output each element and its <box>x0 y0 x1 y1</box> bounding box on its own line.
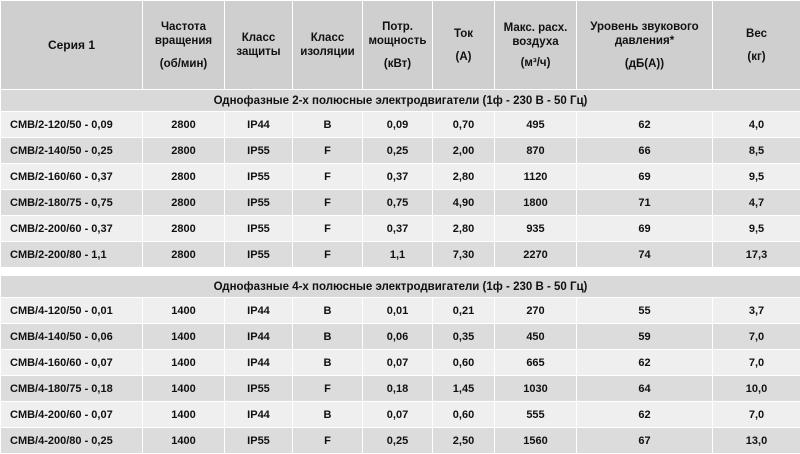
cell-airflow: 270 <box>495 298 577 324</box>
column-header-protection-class <box>225 1 293 90</box>
table-row <box>1 190 800 216</box>
column-header-airflow-unit: (м³/ч) <box>495 56 576 70</box>
cell-airflow: 450 <box>495 324 577 350</box>
cell-model: CMB/4-120/50 - 0,01 <box>1 298 143 324</box>
cell-power: 0,07 <box>363 402 433 428</box>
table-header-row <box>1 1 800 90</box>
cell-power: 0,01 <box>363 298 433 324</box>
cell-current: 1,45 <box>433 376 495 402</box>
cell-model: CMB/2-200/80 - 1,1 <box>1 242 143 268</box>
cell-sound-pressure: 74 <box>577 242 713 268</box>
column-header-rotation-speed-unit: (об/мин) <box>143 57 224 71</box>
cell-rotation-speed: 2800 <box>143 190 225 216</box>
column-header-current-unit: (А) <box>433 50 494 64</box>
cell-current: 2,00 <box>433 138 495 164</box>
table-row <box>1 402 800 428</box>
cell-model: CMB/4-200/80 - 0,25 <box>1 428 143 454</box>
section-spacer-cell <box>1 268 800 276</box>
section-title-row <box>1 276 800 298</box>
cell-power: 0,75 <box>363 190 433 216</box>
cell-sound-pressure: 64 <box>577 376 713 402</box>
column-header-weight-label: Вес <box>746 28 767 40</box>
cell-model: CMB/2-140/50 - 0,25 <box>1 138 143 164</box>
cell-current: 7,30 <box>433 242 495 268</box>
column-header-rotation-speed <box>143 1 225 90</box>
cell-rotation-speed: 1400 <box>143 298 225 324</box>
cell-insulation-class: F <box>293 428 363 454</box>
cell-power: 0,06 <box>363 324 433 350</box>
cell-protection-class: IP55 <box>225 428 293 454</box>
column-header-airflow <box>495 1 577 90</box>
cell-model: CMB/2-160/60 - 0,37 <box>1 164 143 190</box>
cell-model: CMB/4-140/50 - 0,06 <box>1 324 143 350</box>
cell-protection-class: IP55 <box>225 216 293 242</box>
cell-current: 4,90 <box>433 190 495 216</box>
cell-model: CMB/2-200/60 - 0,37 <box>1 216 143 242</box>
cell-airflow: 665 <box>495 350 577 376</box>
cell-power: 0,18 <box>363 376 433 402</box>
table-row <box>1 298 800 324</box>
cell-power: 1,1 <box>363 242 433 268</box>
cell-model: CMB/4-160/60 - 0,07 <box>1 350 143 376</box>
column-header-sound-pressure-unit: (дБ(А)) <box>577 57 712 71</box>
cell-current: 0,60 <box>433 350 495 376</box>
table-row <box>1 138 800 164</box>
cell-protection-class: IP44 <box>225 298 293 324</box>
cell-protection-class: IP44 <box>225 402 293 428</box>
cell-protection-class: IP44 <box>225 324 293 350</box>
cell-airflow: 495 <box>495 112 577 138</box>
cell-protection-class: IP44 <box>225 112 293 138</box>
column-header-sound-pressure <box>577 1 713 90</box>
cell-current: 0,70 <box>433 112 495 138</box>
cell-model: CMB/2-120/50 - 0,09 <box>1 112 143 138</box>
cell-weight: 7,0 <box>713 350 800 376</box>
cell-model: CMB/4-200/60 - 0,07 <box>1 402 143 428</box>
section-title-row <box>1 90 800 112</box>
cell-insulation-class: B <box>293 324 363 350</box>
table-row <box>1 376 800 402</box>
cell-insulation-class: F <box>293 376 363 402</box>
column-header-rotation-speed-label: Частота вращения <box>155 21 212 47</box>
cell-rotation-speed: 2800 <box>143 112 225 138</box>
column-header-weight-unit: (кг) <box>713 50 800 64</box>
cell-current: 2,80 <box>433 164 495 190</box>
column-header-power-label: Потр. мощность <box>369 21 427 47</box>
cell-weight: 9,5 <box>713 216 800 242</box>
cell-weight: 4,0 <box>713 112 800 138</box>
cell-sound-pressure: 66 <box>577 138 713 164</box>
cell-protection-class: IP55 <box>225 190 293 216</box>
cell-airflow: 935 <box>495 216 577 242</box>
cell-rotation-speed: 2800 <box>143 138 225 164</box>
column-header-power-unit: (кВт) <box>363 57 432 71</box>
cell-power: 0,25 <box>363 138 433 164</box>
cell-protection-class: IP44 <box>225 350 293 376</box>
cell-protection-class: IP55 <box>225 138 293 164</box>
column-header-protection-class-label: Класс защиты <box>236 32 280 58</box>
cell-weight: 7,0 <box>713 402 800 428</box>
cell-insulation-class: B <box>293 298 363 324</box>
cell-power: 0,07 <box>363 350 433 376</box>
cell-airflow: 2270 <box>495 242 577 268</box>
cell-airflow: 555 <box>495 402 577 428</box>
cell-sound-pressure: 67 <box>577 428 713 454</box>
cell-current: 0,35 <box>433 324 495 350</box>
cell-rotation-speed: 1400 <box>143 402 225 428</box>
table-row <box>1 112 800 138</box>
cell-sound-pressure: 62 <box>577 112 713 138</box>
cell-power: 0,37 <box>363 164 433 190</box>
cell-sound-pressure: 69 <box>577 164 713 190</box>
cell-insulation-class: F <box>293 216 363 242</box>
cell-current: 2,80 <box>433 216 495 242</box>
cell-weight: 17,3 <box>713 242 800 268</box>
column-header-series-label: Серия 1 <box>48 38 95 52</box>
cell-sound-pressure: 59 <box>577 324 713 350</box>
cell-sound-pressure: 69 <box>577 216 713 242</box>
cell-power: 0,25 <box>363 428 433 454</box>
cell-rotation-speed: 1400 <box>143 428 225 454</box>
cell-airflow: 1560 <box>495 428 577 454</box>
cell-weight: 4,7 <box>713 190 800 216</box>
cell-airflow: 870 <box>495 138 577 164</box>
cell-rotation-speed: 1400 <box>143 350 225 376</box>
table-row <box>1 350 800 376</box>
cell-insulation-class: F <box>293 242 363 268</box>
cell-protection-class: IP55 <box>225 376 293 402</box>
cell-model: CMB/2-180/75 - 0,75 <box>1 190 143 216</box>
cell-airflow: 1800 <box>495 190 577 216</box>
cell-rotation-speed: 1400 <box>143 324 225 350</box>
column-header-current <box>433 1 495 90</box>
cell-sound-pressure: 55 <box>577 298 713 324</box>
cell-weight: 9,5 <box>713 164 800 190</box>
cell-sound-pressure: 62 <box>577 350 713 376</box>
cell-current: 0,60 <box>433 402 495 428</box>
cell-weight: 7,0 <box>713 324 800 350</box>
table-row <box>1 216 800 242</box>
cell-rotation-speed: 1400 <box>143 376 225 402</box>
column-header-airflow-label: Макс. расх. воздуха <box>504 22 568 48</box>
table-row <box>1 164 800 190</box>
cell-model: CMB/4-180/75 - 0,18 <box>1 376 143 402</box>
cell-current: 0,21 <box>433 298 495 324</box>
table-row <box>1 242 800 268</box>
cell-rotation-speed: 2800 <box>143 242 225 268</box>
cell-airflow: 1120 <box>495 164 577 190</box>
cell-insulation-class: F <box>293 164 363 190</box>
column-header-power <box>363 1 433 90</box>
column-header-insulation-class-label: Класс изоляции <box>300 32 354 58</box>
cell-insulation-class: F <box>293 190 363 216</box>
cell-insulation-class: B <box>293 350 363 376</box>
cell-insulation-class: B <box>293 402 363 428</box>
cell-weight: 8,5 <box>713 138 800 164</box>
column-header-sound-pressure-label: Уровень звукового давления* <box>590 21 698 47</box>
section-title-4-pole: Однофазные 4-х полюсные электродвигатели (1ф - 230 В - 50 Гц) <box>1 276 800 298</box>
column-header-series <box>1 1 143 90</box>
section-spacer <box>1 268 800 276</box>
cell-insulation-class: F <box>293 138 363 164</box>
cell-weight: 10,0 <box>713 376 800 402</box>
column-header-current-label: Ток <box>454 28 473 40</box>
cell-insulation-class: B <box>293 112 363 138</box>
cell-rotation-speed: 2800 <box>143 164 225 190</box>
cell-protection-class: IP55 <box>225 242 293 268</box>
cell-power: 0,37 <box>363 216 433 242</box>
cell-rotation-speed: 2800 <box>143 216 225 242</box>
cell-protection-class: IP55 <box>225 164 293 190</box>
cell-current: 2,50 <box>433 428 495 454</box>
cell-sound-pressure: 62 <box>577 402 713 428</box>
column-header-insulation-class <box>293 1 363 90</box>
cell-weight: 3,7 <box>713 298 800 324</box>
cell-sound-pressure: 71 <box>577 190 713 216</box>
cell-airflow: 1030 <box>495 376 577 402</box>
table-row <box>1 324 800 350</box>
column-header-weight <box>713 1 800 90</box>
cell-power: 0,09 <box>363 112 433 138</box>
cell-weight: 13,0 <box>713 428 800 454</box>
section-title-2-pole: Однофазные 2-х полюсные электродвигатели (1ф - 230 В - 50 Гц) <box>1 90 800 112</box>
